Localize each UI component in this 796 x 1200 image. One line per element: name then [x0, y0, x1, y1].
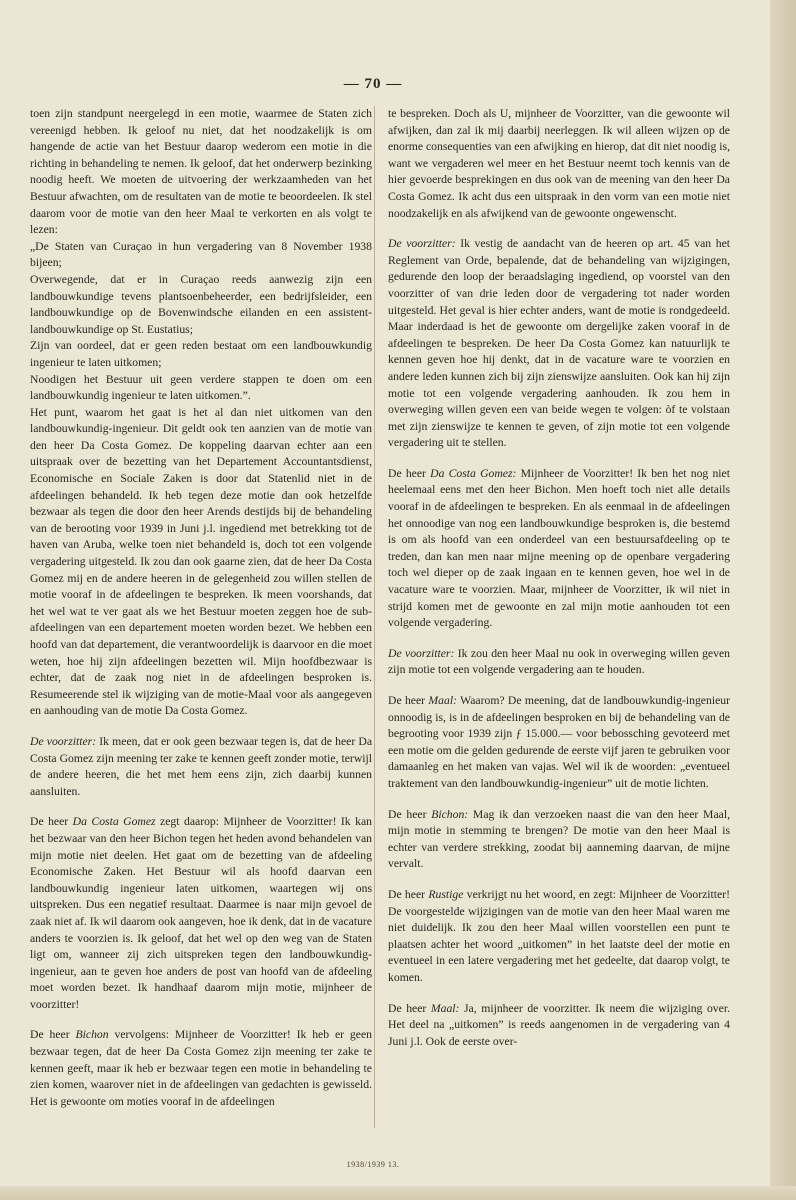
- speaker-name: Bichon: [75, 1028, 109, 1042]
- paragraph-text: verkrijgt nu het woord, en zegt: Mijnheer de Voorzitter! De voorgestelde wijzigingen van de motie van den heer Maal waren me niet duidelijk. Ik zou den heer Maal willen voorstellen een punt te plaatsen achter het woord „uitkomen” in het laatste deel der motie en eventueel in een latere vergadering met het gedeelte, dat daarop volgt, te komen.: [388, 887, 730, 984]
- speaker-prefix: De heer: [388, 694, 429, 707]
- speaker-name: Maal:: [430, 1001, 460, 1015]
- paragraph-text: Ja, mijnheer de voorzitter. Ik neem die wijziging over. Het deel na „uitkomen” is reeds aangenomen in de vergadering van 4 Juni j.l. Ook de eerste over-: [388, 1001, 730, 1048]
- speaker-prefix: De heer: [388, 887, 429, 901]
- paragraph-text: Noodigen het Bestuur uit geen verdere stappen te doen om een landbouwkundig ingenieur te laten uitkomen.”.: [30, 372, 372, 403]
- speaker-name: Da Costa Gomez: [72, 815, 156, 829]
- speaker-prefix: De heer: [30, 1028, 76, 1042]
- speaker-name: De voorzitter:: [388, 237, 456, 251]
- paragraph: [388, 1001, 730, 1051]
- page-edge-right: [770, 0, 796, 1200]
- paragraph-text: Ik meen, dat er ook geen bezwaar tegen is, dat de heer Da Costa Gomez zijn meening ter zake te kennen geeft zonder motie, terwijl de andere heeren, die het met hem eens zijn, zich daarbij kunnen aansluiten.: [30, 734, 373, 798]
- paragraph-text: zegt daarop: Mijnheer de Voorzitter! Ik kan het bezwaar van den heer Bichon tegen het heden avond behandelen van mijn motie niet deelen. Het gaat om de bezetting van de afdeeling Economische Zaken. Het Bestuur wil als hoofd daarvan een landbouwkundig ingenieur laten uitkomen, waartegen wij ons uitspreken. Dus een negatief resultaat. Daarmee is naar mijn gevoel de zaak niet af. Ik wil daarom ook aangeven, hoe ik denk, dat in de vacature anders te voorzien is. Ik geloof, dat het wel op den weg van de Staten ligt om, wanneer zij zich uitspreken tegen den landbouwkundig-ingenieur, aan te geven hoe anders de post van hoofd van de afdeeling moet worden bezet. Ik handhaaf daarom mijn motie, mijnheer de voorzitter!: [30, 815, 372, 1011]
- speaker-name: De voorzitter:: [388, 646, 455, 660]
- paragraph-text: Mag ik dan verzoeken naast die van den heer Maal, mijn motie in stemming te brengen? De motie van den heer Maal is echter van verdere strekking, zoodat bij aanneming daarvan, de mijne vervalt.: [388, 807, 730, 871]
- paragraph: [388, 236, 730, 452]
- page-number: — 70 —: [343, 76, 403, 92]
- paragraph-text: „De Staten van Curaçao in hun vergadering van 8 November 1938 bijeen;: [30, 239, 372, 270]
- right-text-column: [388, 106, 730, 1050]
- paragraph-text: Zijn van oordeel, dat er geen reden bestaat om een landbouwkundig ingenieur te laten uitkomen;: [30, 339, 372, 369]
- paragraph: [30, 338, 372, 371]
- paragraph-text: Overwegende, dat er in Curaçao reeds aanwezig zijn een landbouwkundige tevens plantsoenbeheerder, een bedrijfsleider, een landbouwkundige op de Bovenwindsche eilanden en een assistent-landbouwkundige op St. Eustatius;: [30, 272, 372, 336]
- paragraph: [30, 106, 372, 239]
- speaker-name: Rustige: [428, 887, 464, 901]
- paragraph-text: vervolgens: Mijnheer de Voorzitter! Ik heb er geen bezwaar tegen, dat de heer Da Costa Gomez zijn meening ter zake te kennen geeft, maar ik heb er bezwaar tegen een motie in behandeling te zien komen, waarover niet in de afdeelingen van gedachten is gewisseld. Het is gewoonte om moties vooraf in de afdeelingen: [30, 1028, 372, 1108]
- paragraph: [30, 372, 372, 405]
- paragraph-text: Ik zou den heer Maal nu ook in overweging willen geven zijn motie tot een volgende vergadering aan te houden.: [388, 646, 730, 677]
- speaker-name: Bichon:: [431, 807, 469, 821]
- paragraph: [388, 807, 730, 873]
- left-text-column: [30, 106, 372, 1110]
- speaker-prefix: De heer: [388, 807, 432, 821]
- column-divider: [374, 106, 375, 1128]
- speaker-name: De voorzitter:: [30, 734, 97, 748]
- paragraph: [388, 887, 730, 987]
- paragraph-text: toen zijn standpunt neergelegd in een motie, waarmee de Staten zich vereenigd hebben. Ik geloof nu niet, dat het noodzakelijk is om hangende de actie van het Bestuur daarop wederom een motie in die richting in behandeling te nemen. Ik geloof, dat het onderwerp bezinking noodig heeft. We moeten de uitvoering der werkzaamheden van het Bestuur afwachten, om de resultaten van de motie te beoordeelen. Ik stel daarom voor de motie van den heer Maal te verkorten en als volgt te lezen:: [30, 107, 372, 237]
- paragraph: [388, 466, 730, 632]
- paragraph: [30, 239, 372, 272]
- paragraph-text: Waarom? De meening, dat de landbouwkundig-ingenieur onnoodig is, is in de afdeelingen besproken en bij de behandeling van de begrooting voor 1939 zijn ƒ 15.000.— voor bebossching gevoteerd met een motie om die gelden gedurende de eerste vijf jaren te gebruiken voor damaanleg en het maken van vajas. Wel wil ik de woorden: „eventueel traktement van den landbouwkundig-ingenieur” uit de motie lichten.: [388, 694, 730, 790]
- paragraph-text: te bespreken. Doch als U, mijnheer de Voorzitter, van die gewoonte wil afwijken, dan zal ik mij daarbij neerleggen. Ik wil alleen wijzen op de enorme consequenties van een afwijking en hierop, dat dit niet noodig is, want we vergaderen wel meer en het Bestuur neemt toch kennis van de hier gevoerde besprekingen en dus ook van de meening van den heer Da Costa Gomez. Ik acht dus een uitspraak in den vorm van een motie niet noodzakelijk en als afwijkend van de gewoonte ongewenscht.: [388, 107, 730, 220]
- paragraph: [30, 405, 372, 720]
- paragraph-text: Ik vestig de aandacht van de heeren op art. 45 van het Reglement van Orde, bepalende, dat de behandeling van wijzigingen, gedurende den loop der beraadslaging ingediend, op voorstel van den voorzitter of van drie leden door de vergadering tot nader worden uitgesteld. Het geval is hier echter anders, want de motie is rondgedeeld. Maar inderdaad is het de gewoonte om dergelijke zaken vooraf in de afdeelingen te bespreken. De heer Da Costa Gomez kan natuurlijk te kennen geven hoe hij denkt, dat in de vacature ware te voorzien en andere leden kunnen zich bij zijn zienswijze aansluiten. Ook kan hij zijn motie tot een volgende vergadering aanhouden. Ik zou hem in overweging willen geven een van beide wegen te volgen: òf te volstaan met zijn zienswijze te kennen te geven, of zijn motie tot een volgende vergadering uit te stellen.: [388, 237, 731, 450]
- speaker-name: Maal:: [428, 694, 457, 707]
- paragraph: [388, 106, 730, 222]
- speaker-name: Da Costa Gomez:: [430, 466, 517, 480]
- paragraph: [30, 1027, 372, 1110]
- paragraph: [30, 272, 372, 338]
- paragraph: [30, 734, 372, 800]
- speaker-prefix: De heer: [388, 466, 431, 480]
- paragraph-text: Het punt, waarom het gaat is het al dan niet uitkomen van den landbouwkundig-ingenieur. Dit geldt ook ten aanzien van de motie van den heer Da Costa Gomez. De koppeling daarvan echter aan een uitspraak over de bezetting van het Departement Accountantsdienst, Economische en Sociale Zaken is door dat Statenlid niet in de afdeelingen behandeld. Ik heb tegen deze motie dan ook hetzelfde bezwaar als tegen die door den heer Arends destijds bij de behandeling van de berooting voor 1939 in Juni j.l. ingediend met betrekking tot de haven van Aruba, welke toen niet behandeld is, doch tot een volgende vergadering uitgesteld. Ik zou dan ook gaarne zien, dat de heer Da Costa Gomez mij en de andere heeren in de gelegenheid zou willen stellen de motie vooraf in de afdeelingen te bespreken. Ik meen voorshands, dat het wel wat te ver gaat als we het Bestuur moeten zeggen hoe de sub-afdeelingen van een departement moeten worden bezet. We hebben een hoofd van dat departement, die verantwoordelijk is daarvoor en die moet weten, hoe hij zijn afdeelingen bezetten wil. Mijn hoofdbezwaar is echter, dat de zaak nog niet in de afdeelingen besproken is. Resumeerende stel ik wijziging van de motie-Maal voor als aangegeven en aanhouding van de motie Da Costa Gomez.: [30, 405, 372, 718]
- paragraph: [388, 646, 730, 679]
- paragraph-text: Mijnheer de Voorzitter! Ik ben het nog niet heelemaal eens met den heer Bichon. Men hoeft toch niet alle details vooraf in de afdeelingen te bespreken. En als eenmaal in de afdeelingen het onnoodige van nog een landbouwkundige besproken is, die bestemd is om als hoofd van een onderdeel van een bestuursafdeeling op te treden, dan kan men naar mijne meening op de openbare vergadering toch wel dieper op de zaak ingaan en te kennen geven, hoe wel in de vacature ware te voorzien. Maar, mijnheer de Voorzitter, ik wil niet in strijd komen met de gewoonte en zal mijn motie aanhouden tot een volgende vergadering.: [388, 466, 730, 630]
- speaker-prefix: De heer: [388, 1001, 431, 1015]
- footer-signature-mark: 1938/1939 13.: [346, 1160, 400, 1169]
- page-edge-bottom: [0, 1186, 796, 1200]
- paragraph: [388, 693, 730, 793]
- speaker-prefix: De heer: [30, 815, 73, 829]
- paragraph: [30, 814, 372, 1013]
